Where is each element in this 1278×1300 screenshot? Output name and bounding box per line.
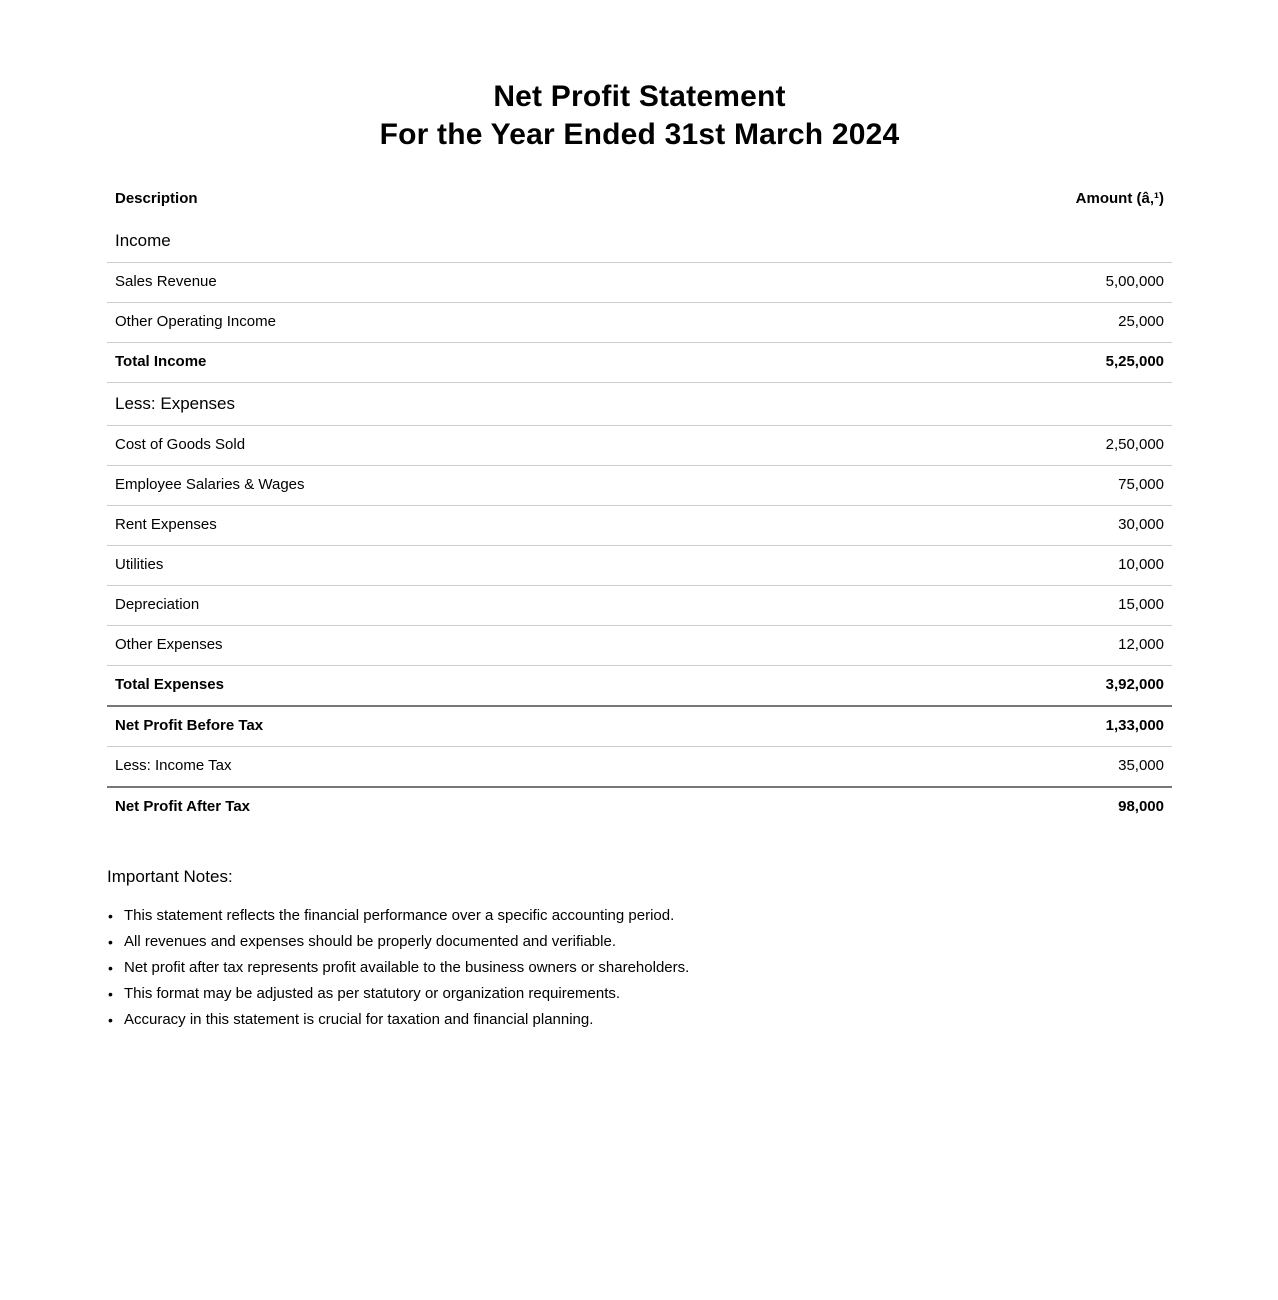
row-label: Net Profit After Tax bbox=[115, 798, 251, 815]
table-row-income-section bbox=[107, 220, 1172, 263]
notes-list bbox=[107, 907, 1172, 1029]
row-label: Total Expenses bbox=[115, 676, 224, 693]
table-row-expenses-section bbox=[107, 383, 1172, 426]
row-label: Cost of Goods Sold bbox=[115, 436, 246, 453]
net-profit-table bbox=[107, 180, 1172, 827]
note-item: • This statement reflects the financial performance over a specific accounting period. bbox=[107, 907, 1172, 925]
row-label: Depreciation bbox=[115, 596, 200, 613]
note-item: • This format may be adjusted as per statutory or organization requirements. bbox=[107, 985, 1172, 1003]
row-amount: 75,000 bbox=[1118, 476, 1164, 493]
row-amount: 5,00,000 bbox=[1105, 273, 1164, 290]
row-label: Total Income bbox=[115, 353, 207, 370]
table-row-other-operating-income bbox=[107, 303, 1172, 343]
table-row-employee-salaries bbox=[107, 466, 1172, 506]
table-row-other-expenses bbox=[107, 626, 1172, 666]
row-amount: 25,000 bbox=[1118, 313, 1164, 330]
column-header-description: Description bbox=[115, 190, 198, 207]
table-row-net-profit-before-tax bbox=[107, 707, 1172, 747]
row-amount: 2,50,000 bbox=[1105, 436, 1164, 453]
row-label: Sales Revenue bbox=[115, 273, 217, 290]
row-label: Other Operating Income bbox=[115, 313, 276, 330]
column-header-amount: Amount (â‚¹) bbox=[1075, 190, 1164, 207]
row-amount: 98,000 bbox=[1118, 798, 1164, 815]
important-notes-section bbox=[107, 867, 1172, 1029]
note-item: • Net profit after tax represents profit available to the business owners or shareholders. bbox=[107, 959, 1172, 977]
table-row-cost-of-goods-sold bbox=[107, 426, 1172, 466]
notes-heading: Important Notes: bbox=[107, 867, 233, 886]
table-row-income-tax bbox=[107, 747, 1172, 788]
row-label: Less: Expenses bbox=[115, 394, 236, 413]
page-title-line2: For the Year Ended 31st March 2024 bbox=[379, 118, 900, 151]
row-amount: 10,000 bbox=[1118, 556, 1164, 573]
row-label: Income bbox=[115, 231, 171, 250]
row-label: Other Expenses bbox=[115, 636, 223, 653]
row-amount: 30,000 bbox=[1118, 516, 1164, 533]
table-row-total-income bbox=[107, 343, 1172, 383]
row-amount: 1,33,000 bbox=[1105, 717, 1164, 734]
table-row-utilities bbox=[107, 546, 1172, 586]
row-label: Utilities bbox=[115, 556, 164, 573]
note-item: • Accuracy in this statement is crucial for taxation and financial planning. bbox=[107, 1011, 1172, 1029]
row-label: Employee Salaries & Wages bbox=[115, 476, 305, 493]
note-item: • All revenues and expenses should be properly documented and verifiable. bbox=[107, 933, 1172, 951]
table-row-sales-revenue bbox=[107, 263, 1172, 303]
table-row-net-profit-after-tax bbox=[107, 788, 1172, 827]
row-amount: 15,000 bbox=[1118, 596, 1164, 613]
row-label: Net Profit Before Tax bbox=[115, 717, 264, 734]
table-row-total-expenses bbox=[107, 666, 1172, 707]
row-amount: 12,000 bbox=[1118, 636, 1164, 653]
page-title-line1: Net Profit Statement bbox=[493, 80, 786, 113]
row-amount: 5,25,000 bbox=[1105, 353, 1164, 370]
table-row-depreciation bbox=[107, 586, 1172, 626]
row-amount: 35,000 bbox=[1118, 757, 1164, 774]
table-row-rent-expenses bbox=[107, 506, 1172, 546]
row-amount: 3,92,000 bbox=[1105, 676, 1164, 693]
row-label: Rent Expenses bbox=[115, 516, 217, 533]
row-label: Less: Income Tax bbox=[115, 757, 232, 774]
page-title bbox=[107, 78, 1172, 154]
table-header-row bbox=[107, 180, 1172, 220]
